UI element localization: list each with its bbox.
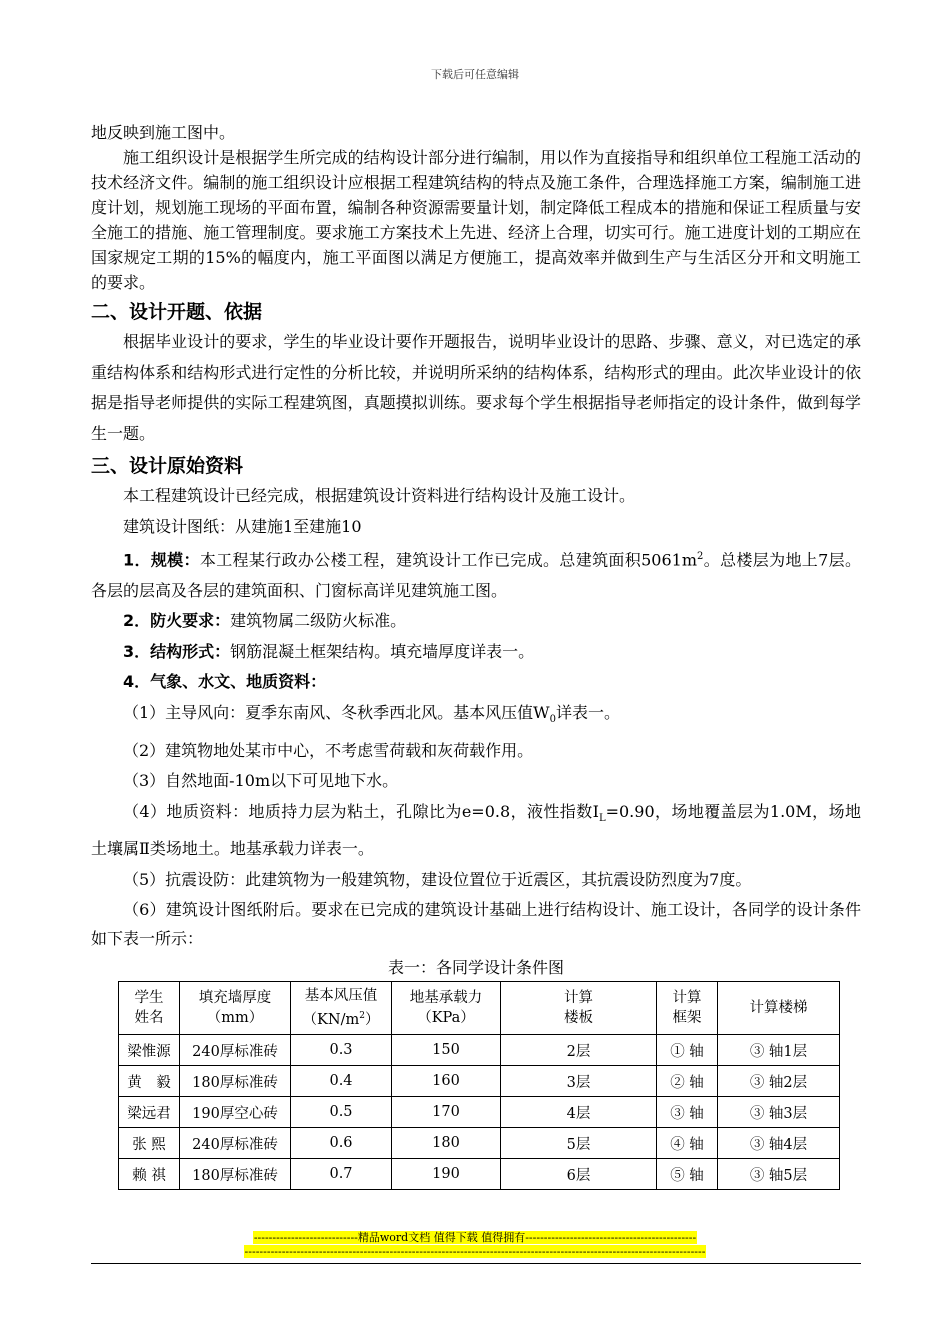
header-calc-slab: 计算 楼板 [501,982,657,1035]
footer-divider [91,1263,861,1264]
subitem-wind [91,698,861,736]
intro-paragraph-2: 施工组织设计是根据学生所完成的结构设计部分进行编制，用以作为直接指导和组织单位工程施工活动的技术经济文件。编制的施工组织设计应根据工程建筑结构的特点及施工条件，合理选择施工方案，编制施工进度计划，规划施工现场的平面布置，编制各种资源需要量计划，制定降低工程成本的措施和保证工程质量与安全施工的措施、施工管理制度。要求施工方案技术上先进、经济上合理，切实可行。施工进度计划的工期应在国家规定工期的15%的幅度内，施工平面图以满足方便施工，提高效率并做到生产与生活区分开和文明施工的要求。 [91,148,861,292]
cell-wall: 190厚空心砖 [180,1097,291,1128]
item-scale-text-a: 本工程某行政办公楼工程，建筑设计工作已完成。总建筑面积5061m [199,550,698,570]
subitem-seismic: （5）抗震设防：此建筑物为一般建筑物，建设位置位于近震区，其抗震设防烈度为7度。 [123,869,752,889]
cell-frame: ② 轴 [657,1066,718,1097]
cell-wall: 240厚标准砖 [180,1128,291,1159]
cell-wind: 0.7 [291,1159,392,1190]
liquidity-subscript: L [598,812,606,824]
table-row [119,1066,840,1097]
table-row [119,1128,840,1159]
cell-slab: 2层 [501,1035,657,1066]
item-structure-label: 3．结构形式： [123,641,231,661]
subitem-geology-text-a: （4）地质资料：地质持力层为粘土，孔隙比为e=0.8，液性指数I [123,801,599,821]
header-wall-thickness: 填充墙厚度 （mm） [180,982,291,1035]
item-fire-label: 2．防火要求： [123,611,231,631]
table-caption: 表一：各同学设计条件图 [387,958,564,978]
intro-paragraph-1: 地反映到施工图中。 [91,123,236,142]
subitem-wind-text-a: （1）主导风向：夏季东南风、冬秋季西北风。基本风压值W [123,702,550,722]
wind-subscript: 0 [549,714,557,726]
header-bearing-capacity: 地基承载力 （KPa） [392,982,501,1035]
cell-bearing: 160 [392,1066,501,1097]
cell-wall: 180厚标准砖 [180,1066,291,1097]
header-wind-unit-superscript: 2 [359,1011,365,1022]
footer-banner-line-2: ---------------------------------------------------------------------------------------------------------------------------- [244,1245,706,1258]
item-structure-text: 钢筋混凝土框架结构。填充墙厚度详表一。 [230,641,535,661]
table-row [119,1097,840,1128]
cell-wind: 0.5 [291,1097,392,1128]
cell-stair: ③ 轴2层 [718,1066,840,1097]
item-climate [91,667,861,698]
subitem-drawings: （6）建筑设计图纸附后。要求在已完成的建筑设计基础上进行结构设计、施工设计，各同学的设计条件如下表一所示： [91,900,861,949]
cell-frame: ① 轴 [657,1035,718,1066]
item-scale-label: 1．规模： [123,550,200,570]
cell-slab: 6层 [501,1159,657,1190]
document-body [91,120,861,1190]
design-conditions-table [118,981,840,1190]
cell-wind: 0.3 [291,1035,392,1066]
cell-stair: ③ 轴4层 [718,1128,840,1159]
item-climate-label: 4．气象、水文、地质资料： [123,672,327,692]
cell-wind: 0.6 [291,1128,392,1159]
cell-slab: 5层 [501,1128,657,1159]
item-scale-text-b: 。总楼层为地上7层。各层的层高及各层的建筑面积、门窗标高详见建筑施工图。 [91,550,861,600]
cell-wall: 240厚标准砖 [180,1035,291,1066]
header-calc-frame: 计算 框架 [657,982,718,1035]
header-student-name: 学生 姓名 [119,982,180,1035]
item-fire-text: 建筑物属二级防火标准。 [230,611,407,631]
header-wind-pressure: 基本风压值 $(KN/m^2)$ [291,982,392,1035]
page-header: 下载后可任意编辑 [431,68,519,81]
cell-frame: ④ 轴 [657,1128,718,1159]
item-structure [91,637,861,668]
section-3-paragraph-2: 建筑设计图纸：从建施1至建施10 [123,516,362,536]
cell-frame: ⑤ 轴 [657,1159,718,1190]
item-fire [91,606,861,637]
cell-frame: ③ 轴 [657,1097,718,1128]
table-header-row [119,982,840,1035]
footer-banner-line-1: ----------------------------精品word文档 值得下载 值得拥有---------------------------------------------- [253,1231,697,1244]
cell-name: 张 熙 [119,1128,180,1159]
cell-name: 梁远君 [119,1097,180,1128]
cell-name: 黄 毅 [119,1066,180,1097]
header-calc-stair: 计算楼梯 [718,982,840,1035]
cell-name: 梁惟源 [119,1035,180,1066]
area-unit-superscript: 2 [697,551,704,562]
cell-bearing: 150 [392,1035,501,1066]
cell-name: 赖 祺 [119,1159,180,1190]
table-row [119,1159,840,1190]
section-3-paragraph-1: 本工程建筑设计已经完成，根据建筑设计资料进行结构设计及施工设计。 [123,486,636,505]
cell-stair: ③ 轴3层 [718,1097,840,1128]
table-row [119,1035,840,1066]
section-2-heading: 二、设计开题、依据 [91,301,263,323]
cell-wind: 0.4 [291,1066,392,1097]
section-2-paragraph: 根据毕业设计的要求，学生的毕业设计要作开题报告，说明毕业设计的思路、步骤、意义，对已选定的承重结构体系和结构形式进行定性的分析比较，并说明所采纳的结构体系，结构形式的理由。此次毕业设计的依据是指导老师提供的实际工程建筑图，真题摸拟训练。要求每个学生根据指导老师指定的设计条件，做到每学生一题。 [91,332,861,443]
subitem-geology-text-b: =0.90，场地覆盖层为1.0M，场地土壤属Ⅱ类场地土。地基承载力详表一。 [91,801,861,859]
cell-stair: ③ 轴5层 [718,1159,840,1190]
cell-bearing: 190 [392,1159,501,1190]
cell-bearing: 170 [392,1097,501,1128]
subitem-geology [91,797,861,865]
cell-stair: ③ 轴1层 [718,1035,840,1066]
subitem-groundwater: （3）自然地面-10m以下可见地下水。 [123,771,399,791]
subitem-snow: （2）建筑物地处某市中心，不考虑雪荷载和灰荷载作用。 [123,740,534,760]
subitem-wind-text-b: 详表一。 [556,702,621,722]
section-3-heading: 三、设计原始资料 [91,455,244,477]
cell-wall: 180厚标准砖 [180,1159,291,1190]
cell-bearing: 180 [392,1128,501,1159]
cell-slab: 4层 [501,1097,657,1128]
item-scale [91,542,861,606]
cell-slab: 3层 [501,1066,657,1097]
